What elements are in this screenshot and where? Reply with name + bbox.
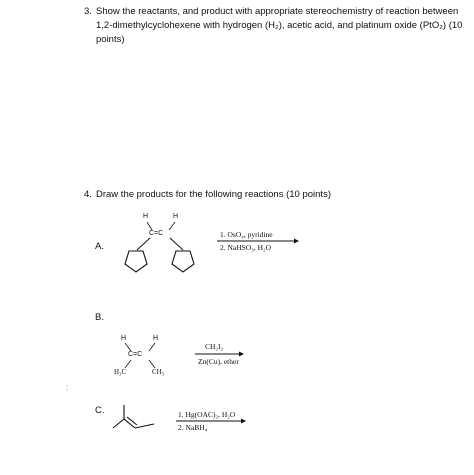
part-a-arrowhead-icon — [294, 239, 299, 244]
question-4-number: 4. — [84, 189, 92, 200]
part-a-left-ring-bond — [137, 238, 150, 250]
part-b-h-right-bond — [149, 343, 155, 351]
part-c-double-bond-a — [124, 419, 135, 428]
part-b-alkene: C=C — [128, 351, 143, 358]
question-3-number: 3. — [84, 6, 92, 17]
part-b-h-right: H — [153, 335, 159, 342]
part-a-reagent-1: 1. OsO₄, pyridine — [220, 230, 273, 239]
part-a-h-left-bond — [147, 222, 152, 230]
part-c-arrowhead-icon — [241, 419, 246, 424]
part-b-ch3-left-bond — [125, 360, 131, 368]
part-b-label: B. — [95, 312, 104, 323]
part-a-h-left: H — [143, 213, 149, 220]
part-b-arrowhead-icon — [239, 352, 244, 357]
part-a-h-right: H — [173, 213, 179, 220]
part-c-reagent-2: 2. NaBH₄ — [178, 423, 208, 432]
part-b-h-left-bond — [125, 343, 131, 351]
part-c-double-bond-b — [127, 417, 137, 425]
part-a-h-right-bond — [169, 222, 175, 230]
part-a-right-cyclopentane-icon — [172, 251, 194, 272]
part-b-ch3-right: CH₃ — [152, 368, 165, 376]
part-a-label: A. — [95, 241, 104, 252]
part-a-alkene: C=C — [149, 230, 164, 237]
part-a-right-ring-bond — [170, 238, 183, 250]
question-4-text: Draw the products for the following reactions (10 points) — [96, 189, 331, 200]
part-a-left-cyclopentane-icon — [125, 251, 147, 272]
part-b-ch3-right-bond — [149, 360, 155, 368]
part-c-chain-bond — [135, 424, 154, 428]
part-b-reagent-1: CH₂I₂ — [205, 342, 224, 351]
question-3-text: Show the reactants, and product with appropriate stereochemistry of reaction between 1,2-dimethylcyclohexene with hydrogen (H₂), acetic acid, and platinum oxide (PtO₂) (10 points) — [96, 6, 463, 45]
margin-mark: : — [66, 383, 69, 392]
part-a-reagent-2: 2. NaHSO₃, H₂O — [220, 243, 272, 252]
part-b-reagent-2: Zn(Cu), ether — [198, 357, 239, 366]
part-b-ch3-left: H₃C — [114, 368, 127, 376]
part-c-label: C. — [95, 405, 105, 416]
part-b-h-left: H — [121, 335, 127, 342]
part-c-reagent-1: 1. Hg(OAC)₂, H₂O — [178, 410, 236, 419]
part-c-left-methyl-bond — [113, 419, 124, 428]
